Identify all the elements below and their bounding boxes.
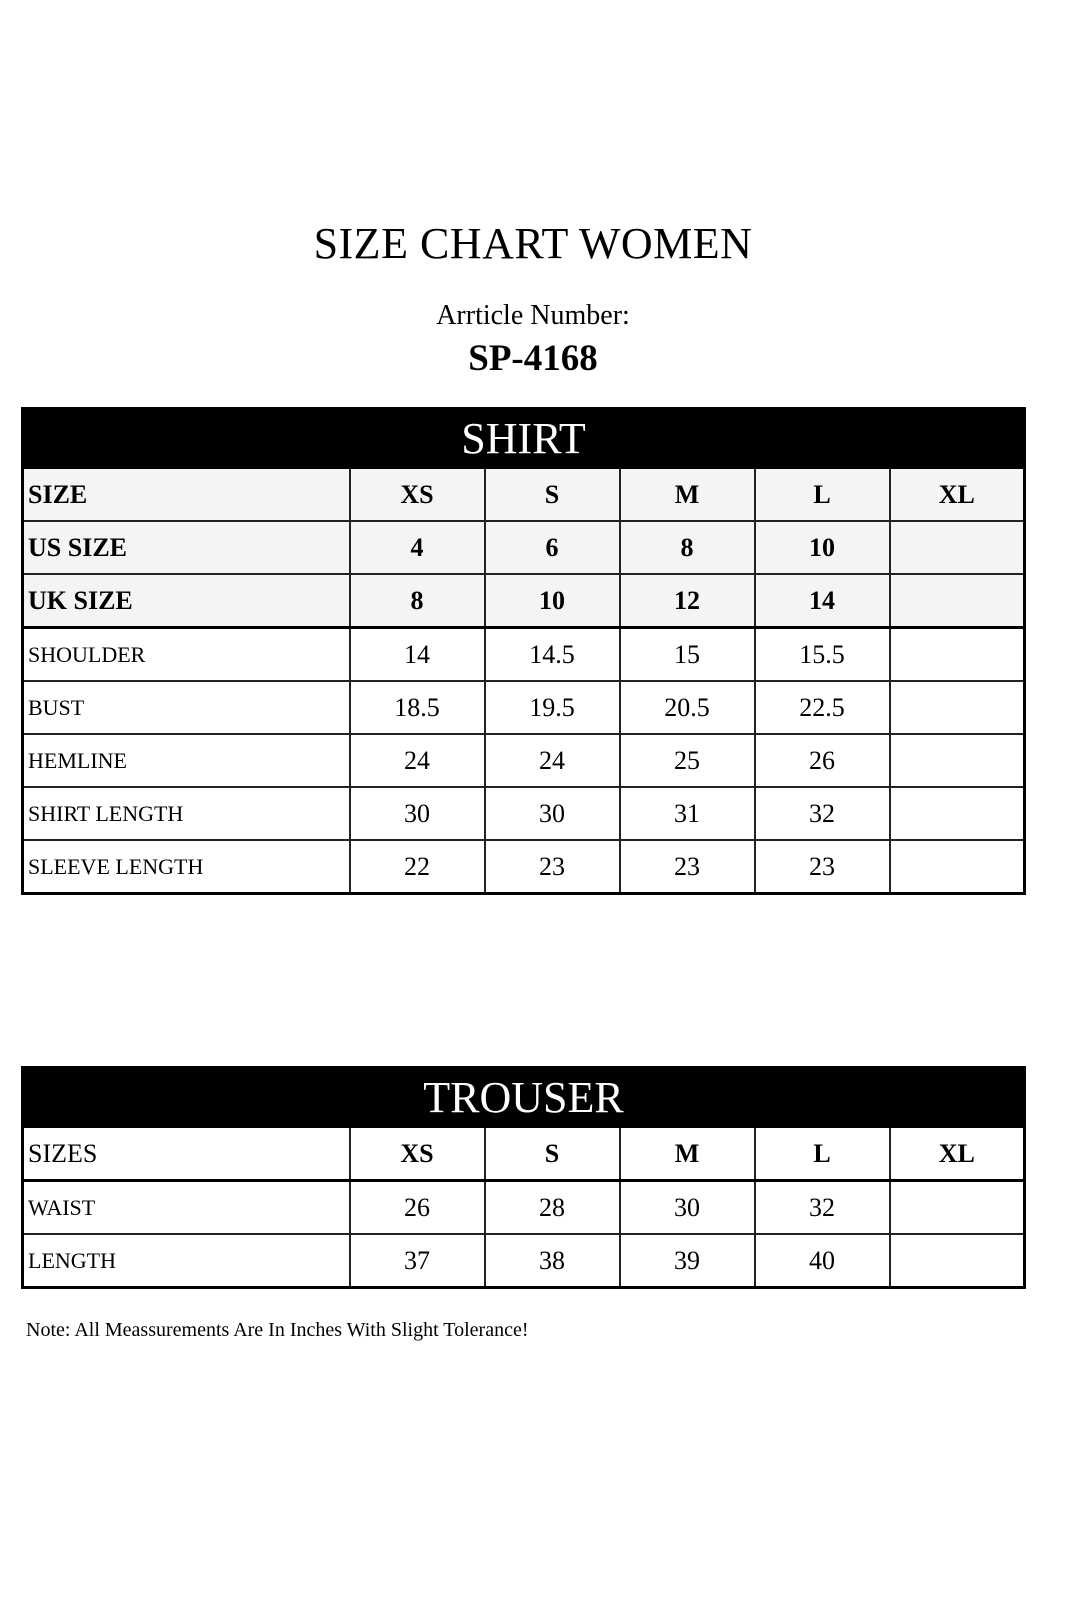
shirt-measurement-row (23, 628, 1025, 682)
table-cell: 20.5 (620, 681, 755, 734)
table-cell: 14.5 (485, 628, 620, 682)
article-number: SP-4168 (468, 338, 598, 379)
row-label: SHIRT LENGTH (23, 787, 350, 840)
row-label: US SIZE (23, 521, 350, 574)
table-cell: 26 (350, 1181, 485, 1235)
table-cell: 23 (485, 840, 620, 894)
shirt-table-body (23, 468, 1025, 894)
table-cell (890, 574, 1025, 628)
row-label: LENGTH (23, 1234, 350, 1288)
table-cell: 26 (755, 734, 890, 787)
table-cell: M (620, 1127, 755, 1181)
table-cell: XL (890, 468, 1025, 521)
table-cell (890, 681, 1025, 734)
table-cell: 32 (755, 787, 890, 840)
table-cell: S (485, 1127, 620, 1181)
shirt-measurement-row (23, 681, 1025, 734)
table-cell: 38 (485, 1234, 620, 1288)
table-cell: 30 (620, 1181, 755, 1235)
article-number-label: Arrticle Number: (436, 300, 630, 331)
table-cell: 32 (755, 1181, 890, 1235)
shirt-size-table (21, 407, 1026, 895)
row-label: SIZE (23, 468, 350, 521)
table-cell: 40 (755, 1234, 890, 1288)
table-cell: 12 (620, 574, 755, 628)
table-cell (890, 521, 1025, 574)
table-cell: 28 (485, 1181, 620, 1235)
table-cell: 6 (485, 521, 620, 574)
shirt-header-row (23, 468, 1025, 521)
table-cell (890, 1181, 1025, 1235)
measurement-note: Note: All Meassurements Are In Inches With Slight Tolerance! (26, 1319, 529, 1341)
shirt-size-row (23, 574, 1025, 628)
table-cell: 10 (755, 521, 890, 574)
table-cell (890, 628, 1025, 682)
table-cell: XS (350, 468, 485, 521)
table-cell: 23 (620, 840, 755, 894)
table-cell: 19.5 (485, 681, 620, 734)
table-cell: 10 (485, 574, 620, 628)
table-cell: 31 (620, 787, 755, 840)
table-cell (890, 787, 1025, 840)
table-cell: XL (890, 1127, 1025, 1181)
table-cell: 22.5 (755, 681, 890, 734)
table-cell: 23 (755, 840, 890, 894)
table-cell: L (755, 1127, 890, 1181)
table-cell: 15.5 (755, 628, 890, 682)
table-cell: 18.5 (350, 681, 485, 734)
row-label: SIZES (23, 1127, 350, 1181)
table-cell: 25 (620, 734, 755, 787)
row-label: HEMLINE (23, 734, 350, 787)
table-cell: 4 (350, 521, 485, 574)
table-cell: 22 (350, 840, 485, 894)
table-cell: 30 (350, 787, 485, 840)
table-cell: M (620, 468, 755, 521)
shirt-measurement-row (23, 734, 1025, 787)
row-label: WAIST (23, 1181, 350, 1235)
shirt-measurement-row (23, 840, 1025, 894)
shirt-table-banner: SHIRT (23, 409, 1025, 469)
table-cell (890, 840, 1025, 894)
row-label: SLEEVE LENGTH (23, 840, 350, 894)
table-cell: 24 (485, 734, 620, 787)
table-cell: 8 (350, 574, 485, 628)
table-cell: S (485, 468, 620, 521)
table-cell: 15 (620, 628, 755, 682)
table-cell: 24 (350, 734, 485, 787)
table-cell: 39 (620, 1234, 755, 1288)
trouser-size-table (21, 1066, 1026, 1289)
trouser-header-row (23, 1127, 1025, 1181)
trouser-table-body (23, 1127, 1025, 1288)
table-cell: 14 (755, 574, 890, 628)
trouser-measurement-row (23, 1181, 1025, 1235)
table-cell: 30 (485, 787, 620, 840)
row-label: SHOULDER (23, 628, 350, 682)
page-title: SIZE CHART WOMEN (313, 219, 753, 268)
row-label: BUST (23, 681, 350, 734)
table-cell: L (755, 468, 890, 521)
table-cell: XS (350, 1127, 485, 1181)
table-cell: 37 (350, 1234, 485, 1288)
table-cell: 14 (350, 628, 485, 682)
shirt-size-row (23, 521, 1025, 574)
table-cell (890, 1234, 1025, 1288)
trouser-measurement-row (23, 1234, 1025, 1288)
row-label: UK SIZE (23, 574, 350, 628)
trouser-table-banner: TROUSER (23, 1068, 1025, 1128)
table-cell: 8 (620, 521, 755, 574)
shirt-measurement-row (23, 787, 1025, 840)
table-cell (890, 734, 1025, 787)
